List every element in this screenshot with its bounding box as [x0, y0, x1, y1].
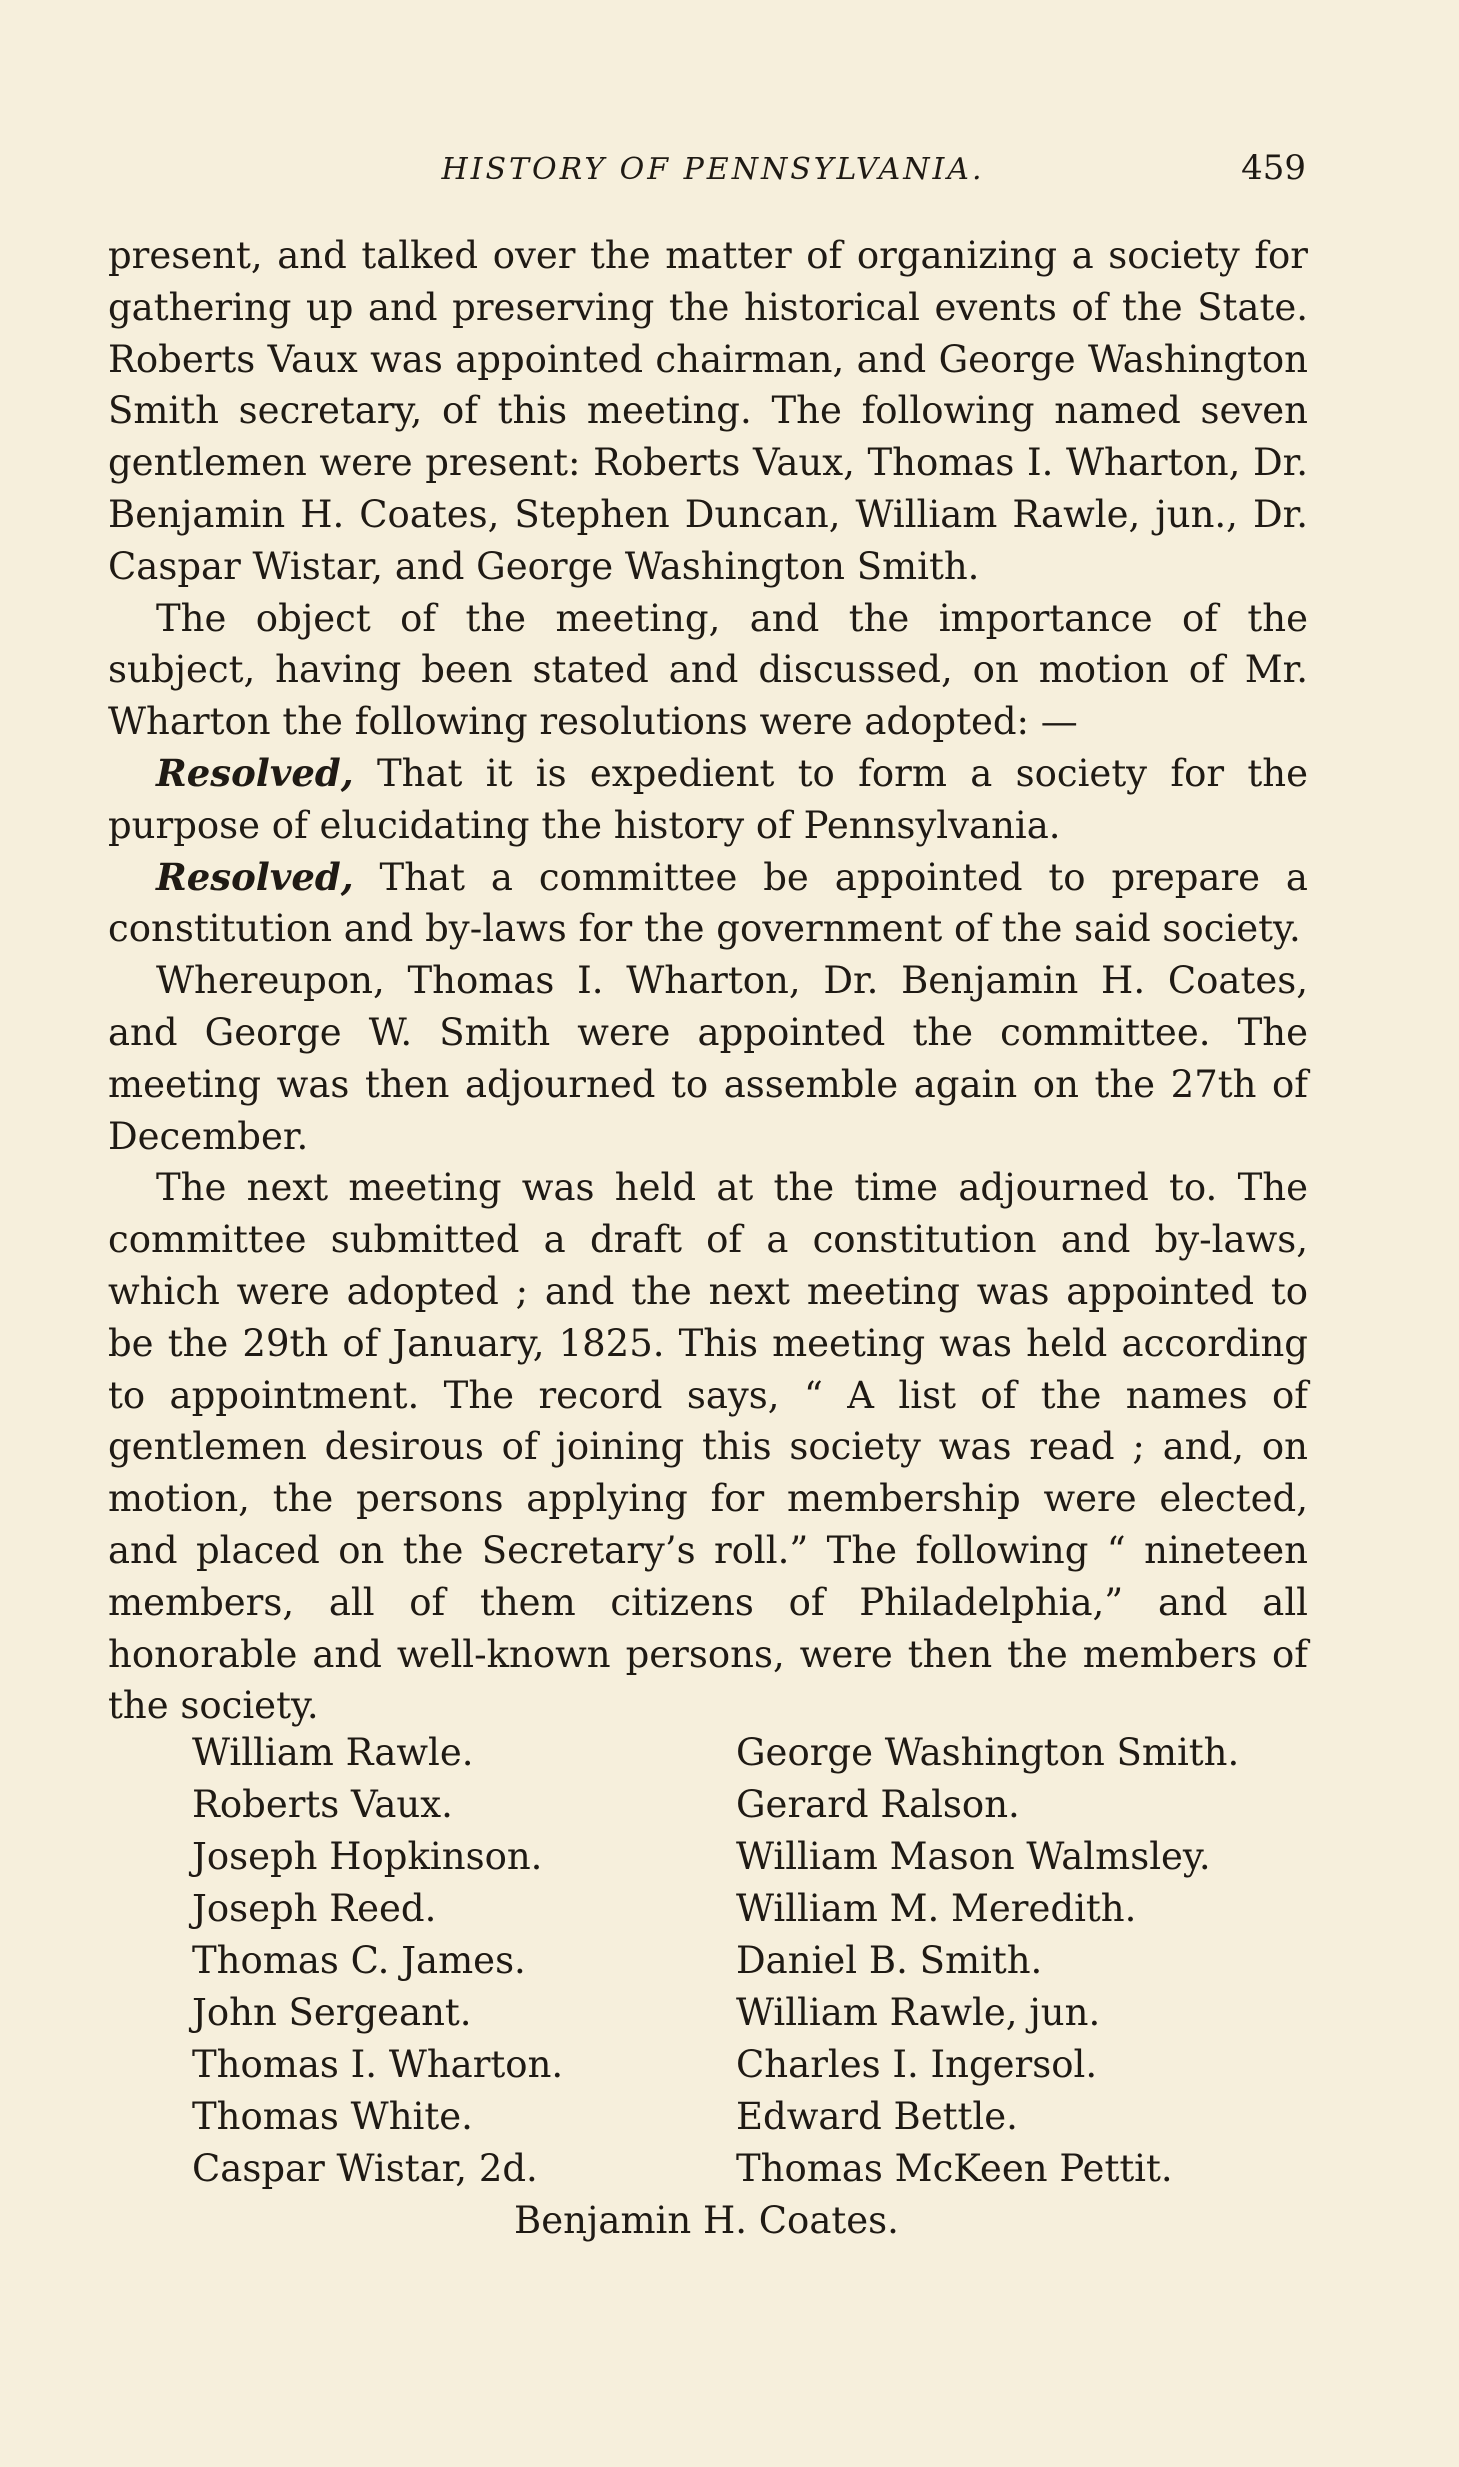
paragraph: present, and talked over the matter of organizing a society for gathering up and preserving the historical events of the State. Roberts Vaux was appointed chairman, and George Washington Smith secretary, of this meeting. The following named seven gentlemen were present: Roberts Vaux, Thomas I. Wharton, Dr. Benjamin H. Coates, Stephen Duncan, William Rawle, jun., Dr. Caspar Wistar, and George Washington Smith.	[108, 234, 1308, 588]
member-name: Thomas White.	[192, 2095, 473, 2138]
member-name: William M. Meredith.	[736, 1887, 1137, 1930]
member-column-right	[736, 1727, 1239, 2195]
member-name: Edward Bettle.	[736, 2095, 1018, 2138]
resolved-label: Resolved,	[156, 854, 354, 899]
member-name: Caspar Wistar, 2d.	[192, 2147, 538, 2190]
member-column-left	[192, 1727, 563, 2195]
member-name: Roberts Vaux.	[192, 1783, 453, 1826]
paragraph: The next meeting was held at the time adjourned to. The committee submitted a draft of a constitution and by-laws, which were adopted ; and the next meeting was appointed to be the 29th of January, 1825. This meeting was held according to appointment. The record says, “ A list of the names of gentlemen desirous of joining this society was read ; and, on motion, the persons applying for membership were elected, and placed on the Secretary’s roll.” The following “ nineteen members, all of them citizens of Philadelphia,” and all honorable and well-known persons, were then the members of the society.	[108, 1166, 1308, 1728]
running-title: HISTORY OF PENNSYLVANIA.	[441, 152, 985, 187]
page-header	[108, 144, 1318, 204]
resolution-text: That it is expedient to form a society for the purpose of elucidating the history of Pennsylvania.	[108, 751, 1308, 847]
member-name: Joseph Hopkinson.	[192, 1835, 543, 1878]
paragraph: The object of the meeting, and the importance of the subject, having been stated and discussed, on motion of Mr. Wharton the following resolutions were adopted: —	[108, 596, 1308, 744]
member-name: Daniel B. Smith.	[736, 1939, 1043, 1982]
resolution-paragraph	[108, 852, 1308, 956]
resolution-text: That a committee be appointed to prepare a constitution and by-laws for the government of the said society.	[108, 855, 1308, 951]
member-name: Joseph Reed.	[192, 1887, 437, 1930]
paragraph: Whereupon, Thomas I. Wharton, Dr. Benjamin H. Coates, and George W. Smith were appointed the committee. The meeting was then adjourned to assemble again on the 27th of December.	[108, 959, 1308, 1158]
member-name: Thomas I. Wharton.	[192, 2043, 564, 2086]
member-name: George Washington Smith.	[736, 1731, 1240, 1774]
member-name: Charles I. Ingersol.	[736, 2043, 1098, 2086]
member-name: William Rawle.	[192, 1731, 474, 1774]
member-name: John Sergeant.	[192, 1991, 472, 2034]
resolved-label: Resolved,	[156, 750, 354, 795]
member-name: William Rawle, jun.	[736, 1991, 1101, 2034]
member-name: Thomas C. James.	[192, 1939, 526, 1982]
member-name: William Mason Walmsley.	[736, 1835, 1211, 1878]
member-name-centered: Benjamin H. Coates.	[514, 2199, 899, 2242]
member-name: Gerard Ralson.	[736, 1783, 1020, 1826]
resolution-paragraph	[108, 748, 1308, 852]
member-name: Thomas McKeen Pettit.	[736, 2147, 1173, 2190]
body-text	[108, 230, 1308, 1732]
page-number: 459	[1241, 148, 1306, 188]
